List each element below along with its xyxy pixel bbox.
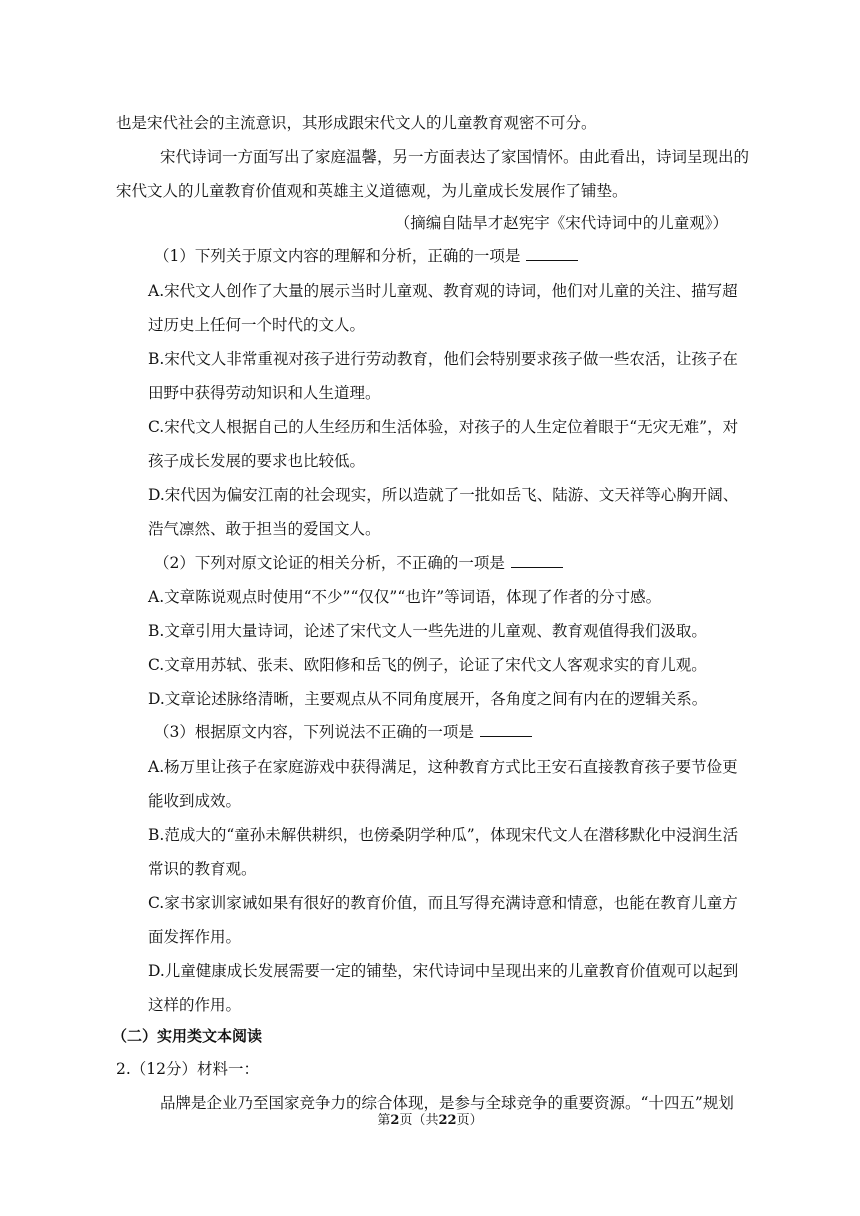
- option-b-line: B.宋代文人非常重视对孩子进行劳动教育，他们会特别要求孩子做一些农活，让孩子在: [148, 350, 738, 368]
- option-d-line: 这样的作用。: [148, 996, 242, 1014]
- question-2-stem: （2）下列对原文论证的相关分析，不正确的一项是: [154, 552, 730, 574]
- page-total: 22: [438, 1113, 457, 1128]
- answer-blank[interactable]: [526, 246, 578, 261]
- passage-line: 也是宋代社会的主流意识，其形成跟宋代文人的儿童教育观密不可分。: [116, 114, 597, 132]
- passage-source: （摘编自陆旱才赵宪宇《宋代诗词中的儿童观》）: [394, 214, 728, 232]
- answer-blank[interactable]: [511, 553, 563, 568]
- option-d-line: D.儿童健康成长发展需要一定的铺垫，宋代诗词中呈现出来的儿童教育价值观可以起到: [148, 962, 739, 980]
- option-c-line: 孩子成长发展的要求也比较低。: [148, 452, 366, 470]
- option-a-line: 能收到成效。: [148, 792, 242, 810]
- option-d-line: 浩气凛然、敢于担当的爱国文人。: [148, 520, 381, 538]
- option-a-line: A.杨万里让孩子在家庭游戏中获得满足，这种教育方式比王安石直接教育孩子要节俭更: [148, 758, 738, 776]
- page-footer: 第2页（共22页）: [377, 1113, 483, 1128]
- passage-line: 宋代诗词一方面写出了家庭温馨，另一方面表达了家国情怀。由此看出，诗词呈现出的: [160, 148, 750, 166]
- section-heading: （二）实用类文本阅读: [112, 1027, 263, 1045]
- option-c-line: C.家书家训家诫如果有很好的教育价值，而且写得充满诗意和情意，也能在教育儿童方: [148, 894, 738, 912]
- answer-blank[interactable]: [480, 722, 532, 737]
- option-a-line: 过历史上任何一个时代的文人。: [148, 316, 366, 334]
- option-c-line: C.文章用苏轼、张耒、欧阳修和岳飞的例子，论证了宋代文人客观求实的育儿观。: [148, 656, 707, 674]
- question-2-intro: 2.（12分）材料一：: [116, 1060, 260, 1078]
- option-a-line: A.文章陈说观点时使用“不少”“仅仅”“也许”等词语，体现了作者的分寸感。: [148, 588, 662, 606]
- option-b-line: 常识的教育观。: [148, 860, 257, 878]
- passage-line: 宋代文人的儿童教育价值观和英雄主义道德观，为儿童成长发展作了铺垫。: [116, 182, 628, 200]
- option-c-line: 面发挥作用。: [148, 928, 242, 946]
- option-b-line: B.范成大的“童孙未解供耕织，也傍桑阴学种瓜”，体现宋代文人在潜移默化中浸润生活: [148, 826, 739, 844]
- question-1-stem: （1）下列关于原文内容的理解和分析，正确的一项是: [154, 245, 730, 267]
- question-3-stem: （3）根据原文内容，下列说法不正确的一项是: [154, 721, 730, 743]
- option-d-line: D.文章论述脉络清晰，主要观点从不同角度展开，各角度之间有内在的逻辑关系。: [148, 690, 708, 708]
- page-number: 2: [390, 1113, 400, 1128]
- material-line: 品牌是企业乃至国家竞争力的综合体现，是参与全球竞争的重要资源。“十四五”规划: [160, 1094, 734, 1112]
- option-c-line: C.宋代文人根据自己的人生经历和生活体验，对孩子的人生定位着眼于“无灾无难”，对: [148, 418, 739, 436]
- option-b-line: B.文章引用大量诗词，论述了宋代文人一些先进的儿童观、教育观值得我们汲取。: [148, 622, 707, 640]
- option-b-line: 田野中获得劳动知识和人生道理。: [148, 384, 381, 402]
- option-d-line: D.宋代因为偏安江南的社会现实，所以造就了一批如岳飞、陆游、文天祥等心胸开阔、: [148, 486, 739, 504]
- option-a-line: A.宋代文人创作了大量的展示当时儿童观、教育观的诗词，他们对儿童的关注、描写超: [148, 282, 738, 300]
